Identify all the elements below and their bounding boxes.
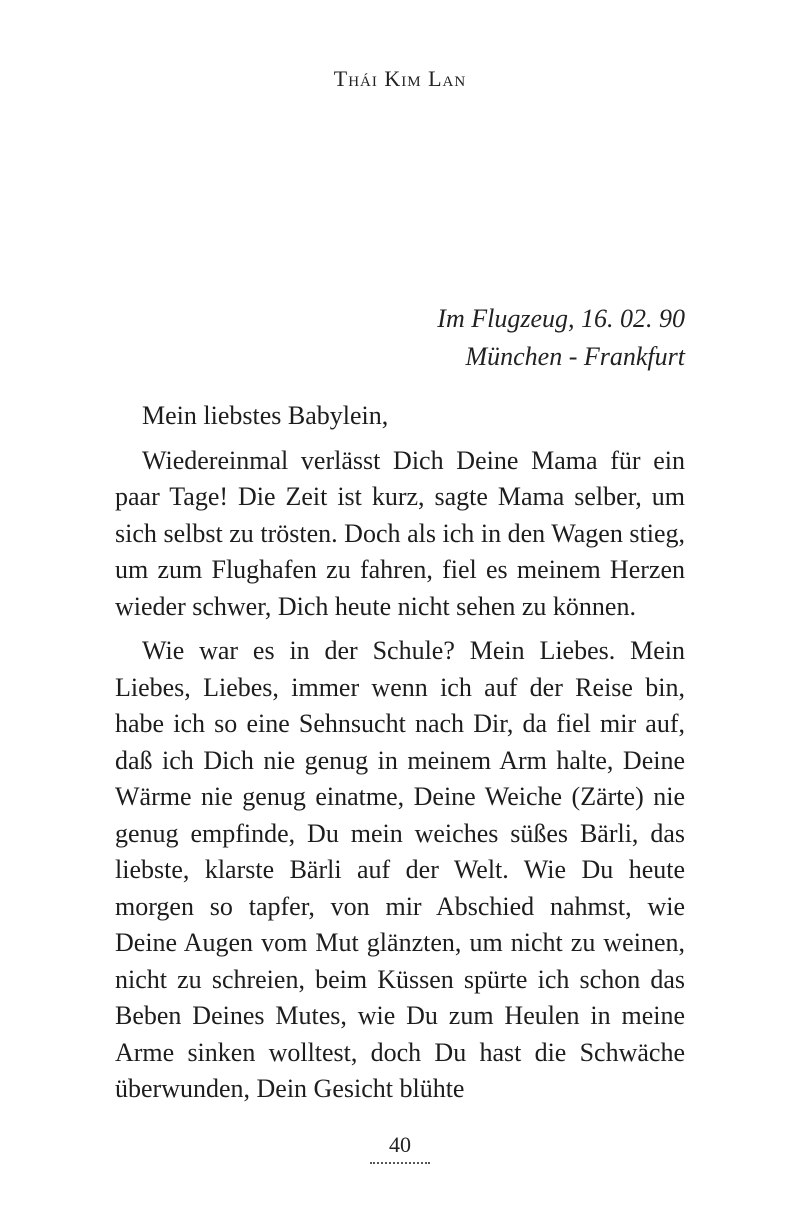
page-number-dotted-rule [370,1160,430,1164]
letter-paragraph-2: Wie war es in der Schule? Mein Liebes. Mein Liebes, Liebes, immer wenn ich auf der Reise bin, habe ich so eine Sehnsucht nach Dir, da fiel mir auf, daß ich Dich nie genug in meinem Arm halte, Deine Wärme nie genug einatme, Deine Weiche (Zärte) nie genug empfinde, Du mein weiches süßes Bärli, das liebste, klarste Bärli auf der Welt. Wie Du heute morgen so tapfer, von mir Abschied nahmst, wie Deine Augen vom Mut glänzten, um nicht zu weinen, nicht zu schreien, beim Küssen spürte ich schon das Beben Deines Mutes, wie Du zum Heulen in meine Arme sinken wolltest, doch Du hast die Schwäche überwunden, Dein Gesicht blühte [115,636,685,1103]
dateline-place-date: Im Flugzeug, 16. 02. 90 [437,304,685,333]
letter-salutation: Mein liebstes Babylein, [142,401,389,430]
letter-paragraph-1: Wiedereinmal verlässt Dich Deine Mama für ein paar Tage! Die Zeit ist kurz, sagte Mama selber, um sich selbst zu trösten. Doch als ich in den Wagen stieg, um zum Flughafen zu fahren, fiel es meinem Herzen wieder schwer, Dich heute nicht sehen zu können. [115,445,685,621]
page-footer [0,1132,800,1164]
page-number: 40 [389,1132,411,1157]
letter-body [115,398,685,1116]
running-header-author: Thái Kim Lan [333,66,467,91]
dateline-route: München - Frankfurt [465,342,685,371]
letter-dateline [437,300,685,376]
